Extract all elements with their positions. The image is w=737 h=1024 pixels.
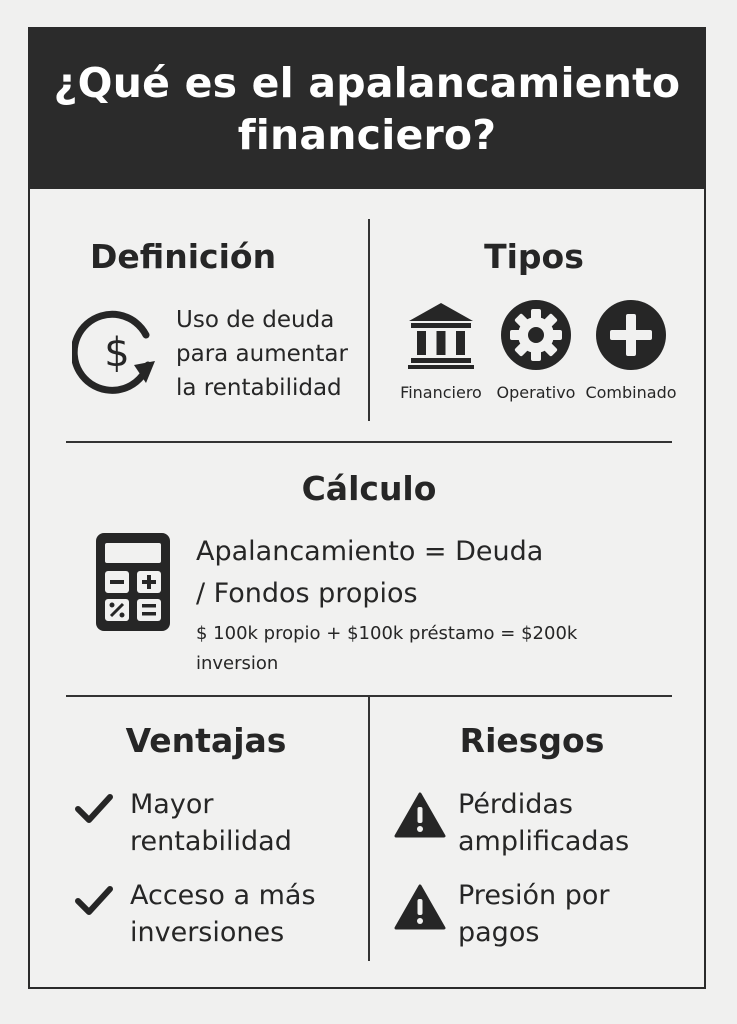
definicion-line-3: la rentabilidad	[176, 375, 342, 401]
riesgo-1-line-2: amplificadas	[458, 826, 630, 857]
definicion-line-1: Uso de deuda	[176, 307, 335, 333]
top-vertical-divider	[368, 219, 370, 421]
riesgo-1-line-1: Pérdidas	[458, 789, 573, 820]
ventaja-1-line-1: Mayor	[130, 789, 214, 820]
definicion-text	[176, 303, 348, 405]
formula-line-1: Apalancamiento = Deuda	[196, 536, 544, 567]
calculator-icon	[96, 533, 170, 631]
ventaja-2-line-2: inversiones	[130, 917, 285, 948]
plus-icon	[595, 299, 667, 371]
riesgo-item-2	[458, 877, 609, 951]
calculo-title: Cálculo	[301, 469, 437, 508]
formula-text	[196, 531, 543, 615]
ventaja-2-line-1: Acceso a más	[130, 880, 316, 911]
infographic-card	[28, 27, 706, 989]
definicion-title: Definición	[90, 237, 277, 276]
checkmark-icon	[74, 791, 114, 827]
example-text	[196, 619, 577, 679]
ventaja-item-2	[130, 877, 316, 951]
tipo-label-combinado: Combinado	[585, 383, 677, 402]
tipo-label-financiero: Financiero	[400, 383, 482, 402]
dollar-cycle-icon	[72, 307, 162, 397]
header-banner	[30, 29, 704, 189]
ventaja-1-line-2: rentabilidad	[130, 826, 292, 857]
warning-icon	[394, 883, 446, 931]
example-line-2: inversion	[196, 653, 279, 674]
warning-icon	[394, 791, 446, 839]
definicion-line-2: para aumentar	[176, 341, 348, 367]
page-title	[54, 57, 681, 162]
bank-icon	[405, 299, 477, 371]
bottom-vertical-divider	[368, 697, 370, 961]
riesgos-title: Riesgos	[459, 721, 605, 760]
riesgo-2-line-2: pagos	[458, 917, 540, 948]
gear-icon	[500, 299, 572, 371]
riesgo-2-line-1: Presión por	[458, 880, 610, 911]
formula-line-2: / Fondos propios	[196, 578, 418, 609]
tipo-label-operativo: Operativo	[496, 383, 576, 402]
title-line-1: ¿Qué es el apalancamiento	[53, 58, 681, 107]
tipos-title: Tipos	[484, 237, 584, 276]
ventajas-title: Ventajas	[125, 721, 287, 760]
checkmark-icon	[74, 883, 114, 919]
riesgo-item-1	[458, 786, 629, 860]
title-line-2: financiero?	[237, 111, 497, 159]
divider-top	[66, 441, 672, 443]
example-line-1: $ 100k propio + $100k préstamo = $200k	[196, 623, 578, 644]
svg-text:$: $	[104, 330, 130, 376]
ventaja-item-1	[130, 786, 292, 860]
